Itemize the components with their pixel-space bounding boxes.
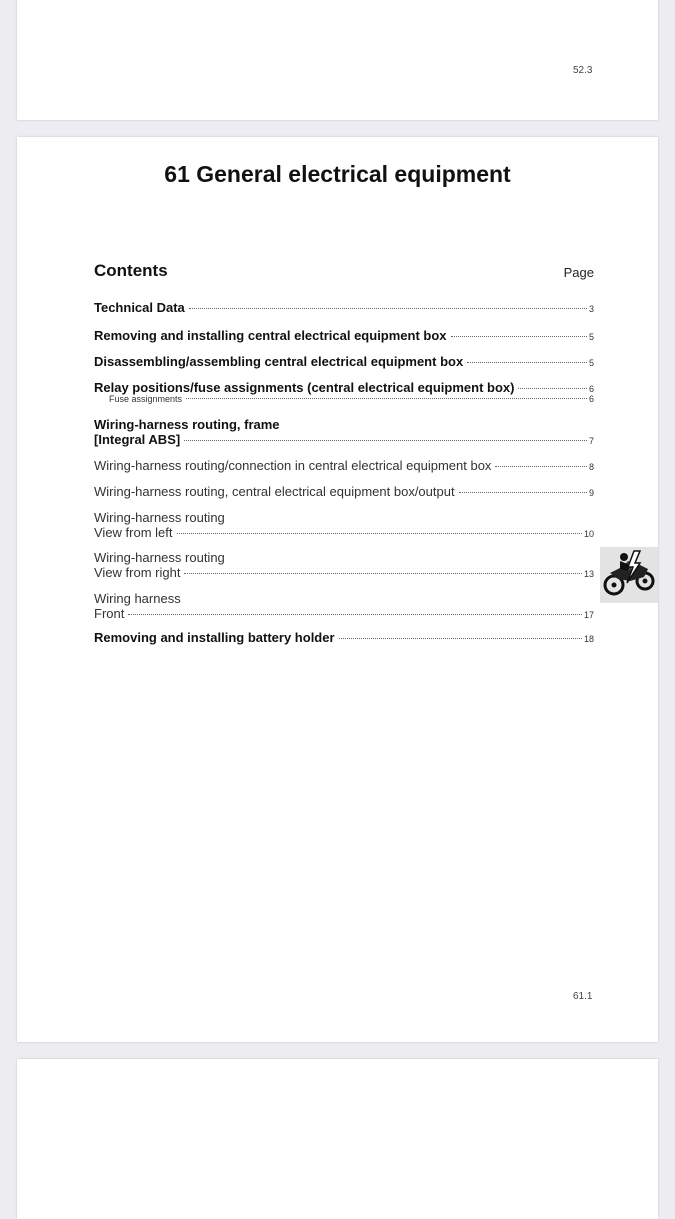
toc-entry-title-line2: View from right (94, 565, 181, 580)
toc-entry-title-line2: Front (94, 606, 125, 621)
toc-entry-page: 9 (588, 488, 594, 498)
toc-entry-title: Wiring-harness routing/connection in central electrical equipment box (94, 458, 492, 473)
dot-leader (467, 362, 587, 363)
toc-entry-wiring-harness-front[interactable] (94, 591, 594, 623)
dot-leader (186, 398, 587, 399)
chapter-tab[interactable] (600, 547, 658, 603)
dot-leader (177, 533, 582, 534)
next-page (17, 1059, 658, 1219)
toc-entry-title: Wiring-harness routing (94, 510, 225, 525)
dot-leader (184, 440, 587, 441)
toc-entry-page: 6 (588, 384, 594, 394)
toc-entry-page: 5 (588, 358, 594, 368)
toc-entry-page: 7 (588, 436, 594, 446)
toc-entry-page: 3 (588, 304, 594, 314)
dot-leader (339, 638, 582, 639)
toc-entry-title: Wiring-harness routing, frame (94, 417, 280, 432)
previous-page (17, 0, 658, 120)
toc-entry-page: 17 (583, 610, 594, 620)
toc-entry-page: 8 (588, 462, 594, 472)
toc-subentry-title: Fuse assignments (109, 394, 183, 404)
toc-entry-title-line2: View from left (94, 525, 173, 540)
dot-leader (189, 308, 587, 309)
dot-leader (495, 466, 587, 467)
page-column-heading: Page (563, 265, 594, 280)
dot-leader (451, 336, 587, 337)
toc-entry-title: Relay positions/fuse assignments (central electrical equipment box) (94, 380, 515, 395)
dot-leader (184, 573, 582, 574)
toc-entry-routing-view-left[interactable] (94, 510, 594, 542)
motorcycle-electrical-icon (600, 547, 658, 603)
toc-entry-title: Removing and installing central electrical equipment box (94, 328, 447, 343)
toc-entry-title: Wiring harness (94, 591, 181, 606)
previous-page-number: 52.3 (573, 65, 593, 76)
dot-leader (128, 614, 582, 615)
toc-entry-title: Removing and installing battery holder (94, 630, 335, 645)
toc-entry-routing-box-output[interactable] (94, 484, 594, 501)
dot-leader (459, 492, 587, 493)
toc-subentry-fuse-assignments[interactable] (94, 393, 594, 405)
toc-entry-title-line2: [Integral ABS] (94, 432, 181, 447)
toc-entry-page: 18 (583, 634, 594, 644)
toc-entry-routing-connection-box[interactable] (94, 458, 594, 475)
toc-entry-page: 13 (583, 569, 594, 579)
page-number: 61.1 (573, 991, 593, 1002)
toc-entry-removing-installing-box[interactable] (94, 328, 594, 345)
toc-entry-title: Wiring-harness routing, central electrical equipment box/output (94, 484, 455, 499)
toc-entry-title: Disassembling/assembling central electrical equipment box (94, 354, 464, 369)
toc-entry-page: 5 (588, 332, 594, 342)
toc-entry-title: Technical Data (94, 300, 185, 315)
dot-leader (518, 388, 587, 389)
toc-entry-page: 10 (583, 529, 594, 539)
toc-entry-wiring-harness-frame[interactable] (94, 417, 594, 449)
toc-entry-title: Wiring-harness routing (94, 550, 225, 565)
contents-heading: Contents (94, 261, 168, 280)
toc-entry-routing-view-right[interactable] (94, 550, 594, 582)
page-title: 61 General electrical equipment (164, 161, 511, 187)
toc-entry-disassembling-box[interactable] (94, 354, 594, 371)
toc-entry-battery-holder[interactable] (94, 630, 594, 647)
manual-page (17, 137, 658, 1042)
toc-entry-page: 6 (588, 394, 594, 404)
toc-entry-technical-data[interactable] (94, 300, 594, 317)
